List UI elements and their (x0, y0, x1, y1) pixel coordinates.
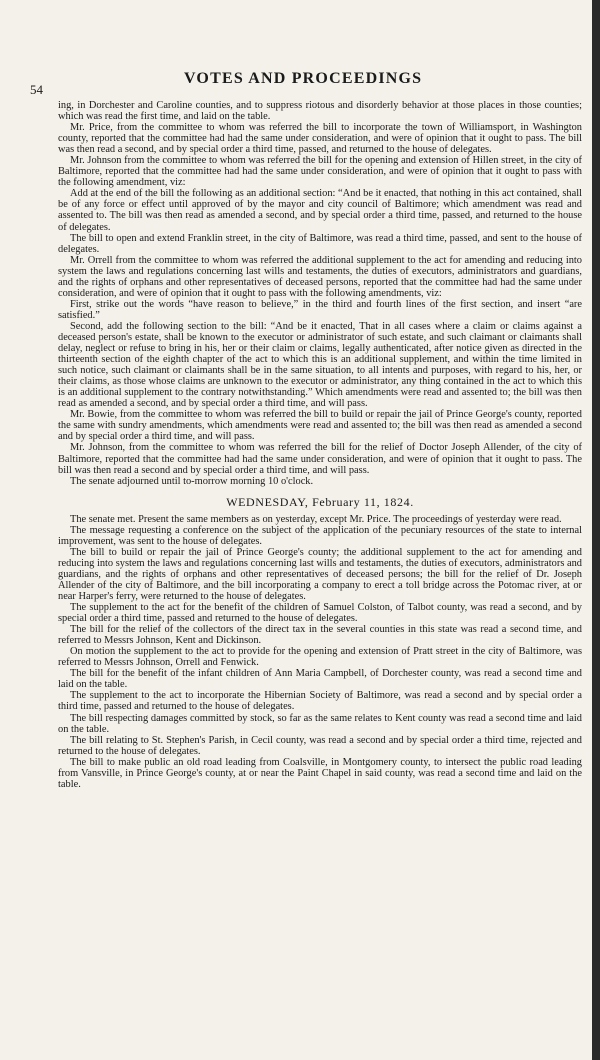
paragraph: The supplement to the act for the benefit of the children of Samuel Colston, of Talbot county, was read a second, and by special order a third time, passed and returned to the house of delegates. (58, 602, 582, 625)
running-title: VOTES AND PROCEEDINGS (184, 70, 423, 87)
paragraph: First, strike out the words “have reason to believe,” in the third and fourth lines of the first section, and insert “are satisfied.” (58, 298, 582, 321)
paragraph: Add at the end of the bill the following as an additional section: “And be it enacted, that nothing in this act contained, shall be of any force or effect until approved of by the mayor and city council of Baltimore; which amendment was read and assented to. The bill was then read as amended a second, and by special order a third time, passed, and returned to the house of delegates. (58, 188, 582, 233)
paragraph: The bill to open and extend Franklin street, in the city of Baltimore, was read a third time, passed, and sent to the house of delegates. (58, 232, 582, 255)
paragraph: The message requesting a conference on the subject of the application of the pecuniary resources of the state to internal improvement, was sent to the house of delegates. (58, 524, 582, 547)
date-heading: WEDNESDAY, February 11, 1824. (226, 494, 414, 509)
page-number: 54 (30, 82, 43, 97)
paragraph: On motion the supplement to the act to provide for the opening and extension of Pratt street in the city of Baltimore, was referred to Messrs Johnson, Orrell and Fenwick. (58, 646, 582, 669)
body-text (58, 100, 582, 790)
paragraph: The bill respecting damages committed by stock, so far as the same relates to Kent county was read a second time and laid on the table. (58, 712, 582, 735)
paragraph: ing, in Dorchester and Caroline counties, and to suppress riotous and disorderly behavior at those places in those counties; which was read the first time, and laid on the table. (58, 100, 582, 123)
paragraph: The bill to build or repair the jail of Prince George's county; the additional supplement to the act for amending and reducing into system the laws and regulations concerning last wills and testaments, the duties of executors, administrators and guardians, and the rights of orphans and other representatives of deceased persons; the bill for the relief of Dr. Joseph Allender of the city of Baltimore, and the bill incorporating a company to erect a toll bridge across the Potomac river, at or near Harper's ferry, were returned to the house of delegates. (58, 546, 582, 603)
paragraph: The senate met. Present the same members as on yesterday, except Mr. Price. The proceedings of yesterday were read. (70, 513, 562, 525)
paragraph: Second, add the following section to the bill: “And be it enacted, That in all cases where a claim or claims against a deceased person's estate, shall be known to the executor or administrator of such estate, and such claimant or claimants shall delay, neglect or refuse to bring in his, her or their claim or claims, legally authenticated, after notice given as directed in the thirteenth section of the eighth chapter of the act to which this is an additional supplement, and within the time limited in such notice, such claimant or claimants shall be in the same situation, to all intents and purposes, with regard to his, her, or their claims, as those whose claims are unknown to the executor or administrator, any thing contained in the act to which this is an additional supplement to the contrary notwithstanding.” Which amendments were read and assented to; the bill was then read as amended a second, and by special order a third time, and will pass. (58, 320, 582, 410)
page-header (30, 68, 586, 96)
paragraph: Mr. Price, from the committee to whom was referred the bill to incorporate the town of Williamsport, in Washington county, reported that the committee had had the same under consideration, and were of opinion that it ought to pass. The bill was then read a second, and by special order a third time, passed, and returned to the house of delegates. (58, 122, 582, 156)
page-edge-shadow (592, 0, 600, 1060)
paragraph: The bill for the relief of the collectors of the direct tax in the several counties in this state was read a second time, and referred to Messrs Johnson, Kent and Dickinson. (58, 624, 582, 647)
paragraph: Mr. Orrell from the committee to whom was referred the additional supplement to the act for amending and reducing into system the laws and regulations concerning last wills and testaments, the duties of executors, administrators and guardians, and the rights of orphans and other representatives of deceased persons, reported that the committee had had the same under consideration, and were of opinion that it ought to pass with the following amendments, viz: (58, 254, 582, 299)
paragraph: The supplement to the act to incorporate the Hibernian Society of Baltimore, was read a second and by special order a third time, passed and returned to the house of delegates. (58, 690, 582, 713)
paragraph: The senate adjourned until to-morrow morning 10 o'clock. (70, 475, 314, 487)
paragraph: The bill to make public an old road leading from Coalsville, in Montgomery county, to intersect the public road leading from Vansville, in Prince George's county, at or near the Paint Chapel in said county, was read a second time and laid on the table. (58, 756, 582, 790)
paragraph: Mr. Johnson, from the committee to whom was referred the bill for the relief of Doctor Joseph Allender, of the city of Baltimore, reported that the committee had had the same under consideration, and were of opinion that it ought to pass. The bill was then read a second and by special order a third time, and will pass. (58, 442, 582, 476)
paragraph: Mr. Bowie, from the committee to whom was referred the bill to build or repair the jail of Prince George's county, reported the same with sundry amendments, which amendments were read and assented to; the bill was then read as amended a second and by special order a third time, and will pass. (58, 409, 582, 443)
paragraph: Mr. Johnson from the committee to whom was referred the bill for the opening and extension of Hillen street, in the city of Baltimore, reported that the committee had had the same under consideration, and were of opinion that it ought to pass with the following amendment, viz: (58, 155, 582, 189)
paragraph: The bill for the benefit of the infant children of Ann Maria Campbell, of Dorchester county, was read a second time and laid on the table. (58, 668, 582, 691)
paragraph: The bill relating to St. Stephen's Parish, in Cecil county, was read a second and by special order a third time, rejected and returned to the house of delegates. (58, 734, 582, 757)
